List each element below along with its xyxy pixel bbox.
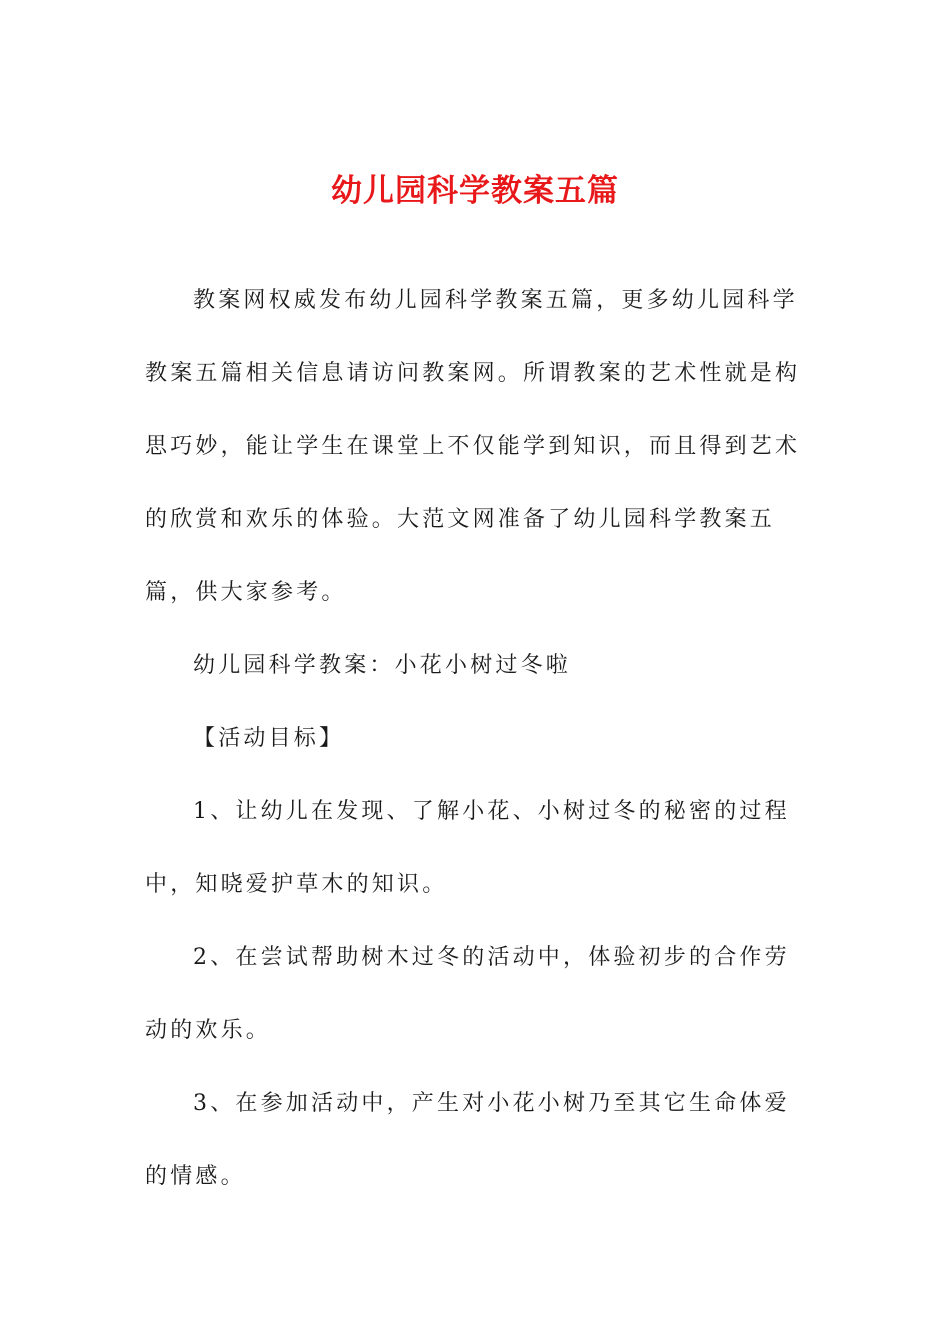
goal-item-1: 1、让幼儿在发现、了解小花、小树过冬的秘密的过程中，知晓爱护草木的知识。 [145,799,790,897]
lesson-heading: 幼儿园科学教案：小花小树过冬啦 [193,653,572,678]
document-title: 幼儿园科学教案五篇 [331,172,619,209]
goal-item-3: 3、在参加活动中，产生对小花小树乃至其它生命体爱的情感。 [145,1091,790,1189]
document-body [145,264,805,1213]
section-heading-goals: 【活动目标】 [193,726,345,751]
goal-item-2: 2、在尝试帮助树木过冬的活动中，体验初步的合作劳动的欢乐。 [145,945,790,1043]
intro-paragraph: 教案网权威发布幼儿园科学教案五篇，更多幼儿园科学教案五篇相关信息请访问教案网。所谓教案的艺术性就是构思巧妙，能让学生在课堂上不仅能学到知识，而且得到艺术的欣赏和欢乐的体验。大范文网准备了幼儿园科学教案五篇，供大家参考。 [145,288,801,605]
